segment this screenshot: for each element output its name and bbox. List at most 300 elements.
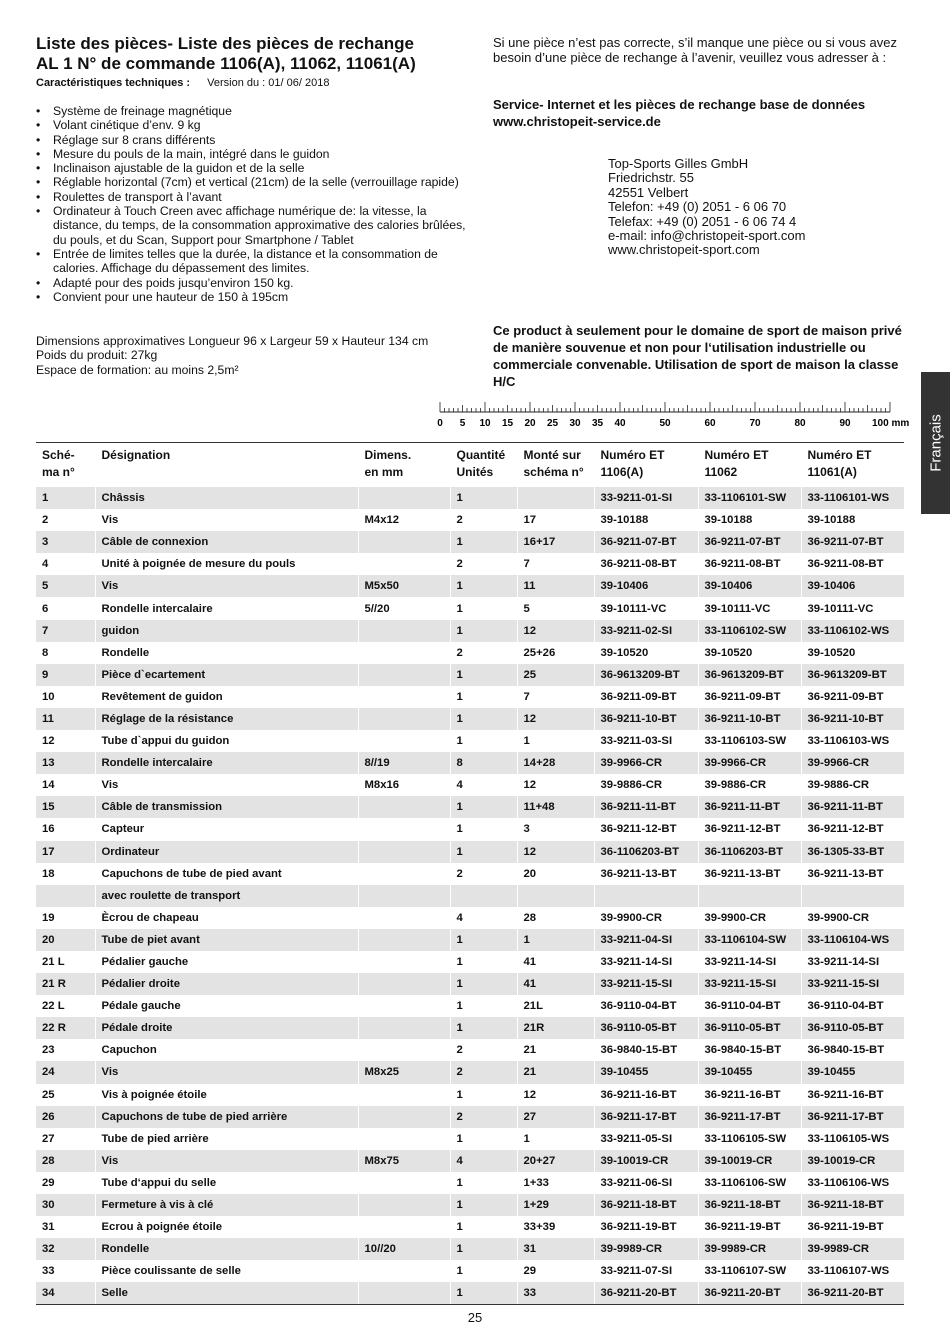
table-cell (450, 885, 517, 907)
table-cell (698, 885, 801, 907)
column-header-line: Quantité (456, 448, 506, 462)
table-cell: 1 (450, 818, 517, 840)
table-cell: 29 (42, 1176, 55, 1189)
table-cell: 21 (517, 1039, 594, 1061)
column-header-line: ma n° (42, 465, 75, 479)
table-cell (358, 553, 450, 575)
table-row (36, 1260, 904, 1282)
table-cell: 2 (450, 1061, 517, 1083)
table-row (36, 553, 904, 575)
table-cell (358, 818, 450, 840)
table-cell: Câble de connexion (95, 531, 358, 553)
table-row (36, 1084, 904, 1106)
table-cell: 36-9110-04-BT (698, 995, 801, 1017)
table-cell: 39-10019-CR (698, 1150, 801, 1172)
table-row (36, 1216, 904, 1238)
table-cell (358, 995, 450, 1017)
table-cell: 36-9211-20-BT (801, 1282, 904, 1305)
table-cell: 33-9211-02-SI (594, 620, 698, 642)
table-cell: 1 (450, 929, 517, 951)
spec-line: Poids du produit: 27kg (36, 348, 158, 363)
table-cell (358, 885, 450, 907)
table-cell: 1 (517, 730, 594, 752)
table-cell: Unité à poignée de mesure du pouls (95, 553, 358, 575)
table-cell: 36-9110-04-BT (801, 995, 904, 1017)
table-cell: 12 (517, 708, 594, 730)
table-cell (358, 708, 450, 730)
table-row (36, 995, 904, 1017)
address-line: Friedrichstr. 55 (608, 170, 694, 186)
table-cell (36, 885, 95, 907)
table-cell (358, 841, 450, 863)
table-cell: Tube de pied arrière (95, 1128, 358, 1150)
table-cell: 33-1106106-SW (698, 1172, 801, 1194)
table-cell (358, 907, 450, 929)
column-header-line: Numéro ET (807, 448, 872, 462)
table-row (36, 509, 904, 531)
table-cell: Ordinateur (95, 841, 358, 863)
table-cell: 36-9840-15-BT (594, 1039, 698, 1061)
table-cell: 13 (36, 752, 95, 774)
table-cell: 36-1106203-BT (594, 841, 698, 863)
table-cell: 33-1106106-WS (801, 1172, 904, 1194)
millimeter-ruler (434, 398, 914, 430)
table-cell: 33-1106104-SW (698, 929, 801, 951)
table-cell: 39-9886-CR (594, 774, 698, 796)
table-cell: 5 (517, 597, 594, 619)
address-line: e-mail: info@christopeit-sport.com (608, 228, 806, 244)
table-cell: 39-10455 (698, 1061, 801, 1083)
table-cell: 30 (36, 1194, 95, 1216)
table-cell: 33-1106104-WS (801, 929, 904, 951)
table-cell: 33-1106107-WS (801, 1260, 904, 1282)
ruler-label: 50 (659, 418, 671, 429)
table-cell: Pédalier gauche (95, 951, 358, 973)
table-cell (358, 620, 450, 642)
table-cell: 39-9989-CR (594, 1238, 698, 1260)
table-cell: Câble de transmission (95, 796, 358, 818)
column-header (698, 443, 801, 487)
table-cell (358, 951, 450, 973)
column-header (36, 443, 95, 487)
table-cell: 39-10455 (594, 1061, 698, 1083)
table-cell: Ecrou à poignée étoile (95, 1216, 358, 1238)
table-cell: 36-9613209-BT (594, 664, 698, 686)
table-cell: 2 (450, 863, 517, 885)
table-row (36, 973, 904, 995)
column-header (801, 443, 904, 487)
table-cell: 39-10406 (698, 575, 801, 597)
column-header-line: schéma n° (523, 465, 584, 479)
address-line: www.christopeit-sport.com (608, 242, 760, 258)
table-cell: 21 (517, 1061, 594, 1083)
table-cell: 1 (450, 1260, 517, 1282)
table-cell: 33-9211-01-SI (594, 487, 698, 510)
table-cell (358, 1039, 450, 1061)
table-cell: 23 (42, 1044, 55, 1057)
ruler-label: 40 (614, 418, 626, 429)
table-cell: guidon (95, 620, 358, 642)
table-cell: Tube d‘appui du selle (95, 1172, 358, 1194)
column-header-line: en mm (364, 465, 404, 479)
ruler-label: 60 (704, 418, 716, 429)
table-cell: 36-9211-07-BT (594, 531, 698, 553)
column-header-line: Monté sur (523, 448, 581, 462)
table-cell: 10 (42, 690, 55, 703)
table-row (36, 752, 904, 774)
ruler-label: 0 (437, 418, 443, 429)
table-cell: 16+17 (517, 531, 594, 553)
table-cell: 33-9211-05-SI (594, 1128, 698, 1150)
table-cell: 4 (450, 1150, 517, 1172)
table-cell: Pièce d`ecartement (95, 664, 358, 686)
table-cell: 1 (517, 929, 594, 951)
ruler-label: 90 (839, 418, 851, 429)
table-cell: 36-9110-04-BT (594, 995, 698, 1017)
table-cell: M8x75 (358, 1150, 450, 1172)
table-cell: 36-9211-16-BT (698, 1084, 801, 1106)
table-cell: 20 (517, 863, 594, 885)
table-cell: 36-9211-19-BT (698, 1216, 801, 1238)
table-cell: 4 (42, 558, 49, 571)
table-cell: 1 (450, 951, 517, 973)
table-cell: 1+33 (517, 1172, 594, 1194)
feature-item: • Convient pour une hauteur de 150 à 195cm (36, 290, 476, 304)
feature-item: • Volant cinétique d’env. 9 kg (36, 118, 476, 132)
table-cell: 36-9211-18-BT (698, 1194, 801, 1216)
table-row (36, 1039, 904, 1061)
table-cell: 36-9211-09-BT (698, 686, 801, 708)
table-cell: 21R (517, 1017, 594, 1039)
table-cell: 36-9211-19-BT (594, 1216, 698, 1238)
table-cell: 39-10520 (801, 642, 904, 664)
table-cell: 9 (36, 664, 95, 686)
table-cell (358, 1017, 450, 1039)
ruler-label: 20 (524, 418, 536, 429)
table-cell: 33-1106105-SW (698, 1128, 801, 1150)
table-cell: 39-10455 (801, 1061, 904, 1083)
table-cell: 34 (36, 1282, 95, 1305)
ruler-label: 30 (569, 418, 581, 429)
table-cell: Vis (95, 1061, 358, 1083)
table-cell: 33-9211-07-SI (594, 1260, 698, 1282)
parts-table (36, 442, 904, 1305)
table-cell: 1 (450, 796, 517, 818)
table-cell: 7 (517, 553, 594, 575)
table-cell: 39-10019-CR (594, 1150, 698, 1172)
table-cell: 39-10188 (594, 509, 698, 531)
language-tab-label: Français (927, 414, 944, 472)
table-row (36, 597, 904, 619)
table-cell: 36-9211-11-BT (594, 796, 698, 818)
table-cell: 1 (450, 1017, 517, 1039)
column-header-line: Numéro ET (600, 448, 665, 462)
address-line: Telefax: +49 (0) 2051 - 6 06 74 4 (608, 213, 797, 229)
table-cell: M4x12 (358, 509, 450, 531)
table-cell: 14+28 (517, 752, 594, 774)
table-row (36, 774, 904, 796)
table-cell: 1 (450, 1238, 517, 1260)
table-cell: 36-1305-33-BT (801, 841, 904, 863)
table-cell: 36-9211-20-BT (594, 1282, 698, 1305)
table-cell: 33-9211-03-SI (594, 730, 698, 752)
table-cell (358, 487, 450, 510)
column-header-line: Unités (456, 465, 494, 479)
table-cell: Ècrou de chapeau (95, 907, 358, 929)
table-cell: M5x50 (358, 575, 450, 597)
table-cell: 36-9211-12-BT (801, 818, 904, 840)
table-cell: 33-1106103-WS (801, 730, 904, 752)
table-body (36, 487, 904, 1305)
document-title (36, 34, 476, 74)
table-row (36, 796, 904, 818)
table-cell (517, 885, 594, 907)
column-header-line: Désignation (101, 448, 171, 462)
table-cell: 33-9211-14-SI (801, 951, 904, 973)
table-cell: M8x16 (358, 774, 450, 796)
table-cell: 36-9613209-BT (698, 664, 801, 686)
table-cell: 20+27 (517, 1150, 594, 1172)
table-cell: 3 (517, 818, 594, 840)
table-cell: 33-1106105-WS (801, 1128, 904, 1150)
version-text: Version du : 01/ 06/ 2018 (207, 77, 330, 89)
table-cell: 36-1106203-BT (698, 841, 801, 863)
table-cell: Vis (95, 774, 358, 796)
spare-parts-intro: Si une pièce n’est pas correcte, s’il manque une pièce ou si vous avez besoin d’une pièce de rechange à l’avenir, veuillez vous adresser à : (493, 35, 897, 65)
table-cell: 12 (517, 1084, 594, 1106)
table-row (36, 1172, 904, 1194)
table-cell (358, 531, 450, 553)
table-cell: 12 (517, 774, 594, 796)
table-cell: 1 (450, 1282, 517, 1305)
table-cell: 36-9211-17-BT (801, 1106, 904, 1128)
table-cell (358, 929, 450, 951)
table-cell: 12 (517, 620, 594, 642)
table-row (36, 531, 904, 553)
table-cell (358, 1084, 450, 1106)
table-cell: 11+48 (517, 796, 594, 818)
address-line: Telefon: +49 (0) 2051 - 6 06 70 (608, 199, 787, 215)
table-cell: 39-9900-CR (801, 907, 904, 929)
column-header (450, 443, 517, 487)
table-cell: 39-10520 (698, 642, 801, 664)
table-cell: 33-9211-14-SI (698, 951, 801, 973)
table-cell: 8//19 (358, 752, 450, 774)
table-cell: 29 (517, 1260, 594, 1282)
feature-item: • Roulettes de transport à l’avant (36, 190, 476, 204)
table-row (36, 686, 904, 708)
table-cell: 33-1106101-WS (801, 487, 904, 510)
table-cell: 1 (450, 664, 517, 686)
table-row (36, 841, 904, 863)
table-cell: 33 (42, 1265, 55, 1278)
table-cell: 36-9211-09-BT (594, 686, 698, 708)
table-cell: 39-10111-VC (594, 597, 698, 619)
table-cell: 1 (450, 973, 517, 995)
table-cell: 28 (517, 907, 594, 929)
table-cell (358, 1106, 450, 1128)
table-cell: 36-9211-13-BT (594, 863, 698, 885)
ruler-label: 10 (479, 418, 491, 429)
table-cell: 11 (517, 575, 594, 597)
column-header (517, 443, 594, 487)
table-cell: 36-9211-12-BT (698, 818, 801, 840)
table-cell: 24 (36, 1061, 95, 1083)
table-cell: 12 (42, 735, 55, 748)
table-row (36, 863, 904, 885)
table-cell: 36-9211-08-BT (801, 553, 904, 575)
table-row (36, 708, 904, 730)
table-cell: 2 (450, 1106, 517, 1128)
table-cell: 1 (450, 686, 517, 708)
ruler-label: 80 (794, 418, 806, 429)
table-cell: 39-9966-CR (801, 752, 904, 774)
table-cell: Rondelle intercalaire (95, 752, 358, 774)
table-cell: 2 (450, 509, 517, 531)
table-cell: 36-9110-05-BT (801, 1017, 904, 1039)
table-cell: 33-1106103-SW (698, 730, 801, 752)
table-cell: Pédale droite (95, 1017, 358, 1039)
table-cell: 36-9211-12-BT (594, 818, 698, 840)
table-cell: 39-10406 (801, 575, 904, 597)
table-cell: 12 (517, 841, 594, 863)
table-cell (594, 885, 698, 907)
table-cell: 39-9966-CR (594, 752, 698, 774)
table-cell: 7 (36, 620, 95, 642)
table-row (36, 1106, 904, 1128)
table-cell: 8 (450, 752, 517, 774)
page-number: 25 (467, 1310, 483, 1325)
service-url[interactable]: www.christopeit-service.de (493, 114, 661, 129)
company-address (608, 157, 805, 258)
feature-item: • Ordinateur à Touch Creen avec affichage numérique de: la vitesse, la distance, du temps, de la consommation approximative des calories brûlées, du pouls, et du Scan, Support pour Smartphone / Tablet (36, 204, 476, 247)
address-line: Top-Sports Gilles GmbH (608, 156, 749, 171)
table-cell: 5 (36, 575, 95, 597)
column-header (358, 443, 450, 487)
table-cell: Selle (95, 1282, 358, 1305)
table-cell: 1 (450, 995, 517, 1017)
table-cell (358, 664, 450, 686)
table-cell: 32 (36, 1238, 95, 1260)
table-cell: 33-1106102-WS (801, 620, 904, 642)
table-row (36, 907, 904, 929)
table-cell: 33-9211-04-SI (594, 929, 698, 951)
table-cell: 27 (42, 1132, 55, 1145)
table-row (36, 575, 904, 597)
table-row (36, 730, 904, 752)
table-cell: 5//20 (358, 597, 450, 619)
service-block (493, 96, 918, 130)
table-cell: 3 (36, 531, 95, 553)
product-specs (36, 334, 476, 377)
table-cell: 33-9211-15-SI (801, 973, 904, 995)
column-header-line: Dimens. (364, 448, 412, 462)
table-cell: 31 (42, 1221, 55, 1234)
feature-item: • Inclinaison ajustable de la guidon et de la selle (36, 161, 476, 175)
table-cell: 33-9211-14-SI (594, 951, 698, 973)
table-cell: 21L (517, 995, 594, 1017)
table-cell: 33-1106101-SW (698, 487, 801, 510)
table-cell: 36-9211-20-BT (698, 1282, 801, 1305)
table-cell: 2 (450, 553, 517, 575)
spec-label: Caractéristiques techniques : (36, 77, 191, 89)
feature-item: • Système de freinage magnétique (36, 104, 476, 118)
table-cell: 1 (450, 487, 517, 510)
table-cell: 6 (42, 602, 49, 615)
table-cell: 15 (36, 796, 95, 818)
table-cell: 33+39 (517, 1216, 594, 1238)
table-row (36, 818, 904, 840)
table-cell: Capuchons de tube de pied avant (95, 863, 358, 885)
table-cell: 2 (450, 1039, 517, 1061)
table-cell: 33-9211-06-SI (594, 1172, 698, 1194)
table-cell: 1 (450, 730, 517, 752)
column-header-line: Numéro ET (704, 448, 769, 462)
table-cell (358, 642, 450, 664)
table-cell: Fermeture à vis à clé (95, 1194, 358, 1216)
table-cell (358, 1260, 450, 1282)
table-cell: 39-10188 (698, 509, 801, 531)
table-cell: 1 (450, 597, 517, 619)
table-cell: 10//20 (358, 1238, 450, 1260)
table-cell: Tube de piet avant (95, 929, 358, 951)
table-cell: 36-9211-07-BT (698, 531, 801, 553)
table-cell: Pédale gauche (95, 995, 358, 1017)
table-cell: 4 (450, 774, 517, 796)
table-cell: 36-9211-10-BT (698, 708, 801, 730)
table-cell: 36-9211-08-BT (594, 553, 698, 575)
table-cell: 36-9211-09-BT (801, 686, 904, 708)
table-cell: 36-9211-11-BT (698, 796, 801, 818)
table-row (36, 929, 904, 951)
spec-header (36, 77, 329, 89)
table-cell: 36-9211-19-BT (801, 1216, 904, 1238)
table-cell: 39-9886-CR (801, 774, 904, 796)
table-cell: Vis (95, 509, 358, 531)
table-cell (358, 730, 450, 752)
table-cell (801, 885, 904, 907)
table-cell: 36-9840-15-BT (801, 1039, 904, 1061)
table-cell: 28 (36, 1150, 95, 1172)
table-cell: Capteur (95, 818, 358, 840)
table-cell: 33-9211-15-SI (594, 973, 698, 995)
table-cell: 1 (36, 487, 95, 510)
table-cell: 1 (450, 531, 517, 553)
table-cell: 39-9989-CR (698, 1238, 801, 1260)
column-header-line: 11062 (704, 465, 738, 479)
title-line-1: Liste des pièces- Liste des pièces de rechange (36, 34, 414, 53)
table-cell: 1 (450, 841, 517, 863)
table-row (36, 1194, 904, 1216)
column-header-line: 1106(A) (600, 465, 644, 479)
table-cell: 36-9211-16-BT (594, 1084, 698, 1106)
table-cell: 36-9211-11-BT (801, 796, 904, 818)
language-tab (921, 372, 950, 514)
table-cell: 2 (42, 514, 49, 527)
table-row (36, 1128, 904, 1150)
table-cell: Rondelle intercalaire (95, 597, 358, 619)
table-cell: 36-9211-13-BT (801, 863, 904, 885)
table-cell: 16 (42, 823, 55, 836)
table-cell: 39-9900-CR (594, 907, 698, 929)
table-cell: 36-9211-13-BT (698, 863, 801, 885)
column-header (594, 443, 698, 487)
ruler-label: 35 (591, 418, 604, 429)
table-header-row (36, 443, 904, 487)
table-cell: 36-9840-15-BT (698, 1039, 801, 1061)
table-cell: 41 (517, 951, 594, 973)
table-cell: 39-9966-CR (698, 752, 801, 774)
